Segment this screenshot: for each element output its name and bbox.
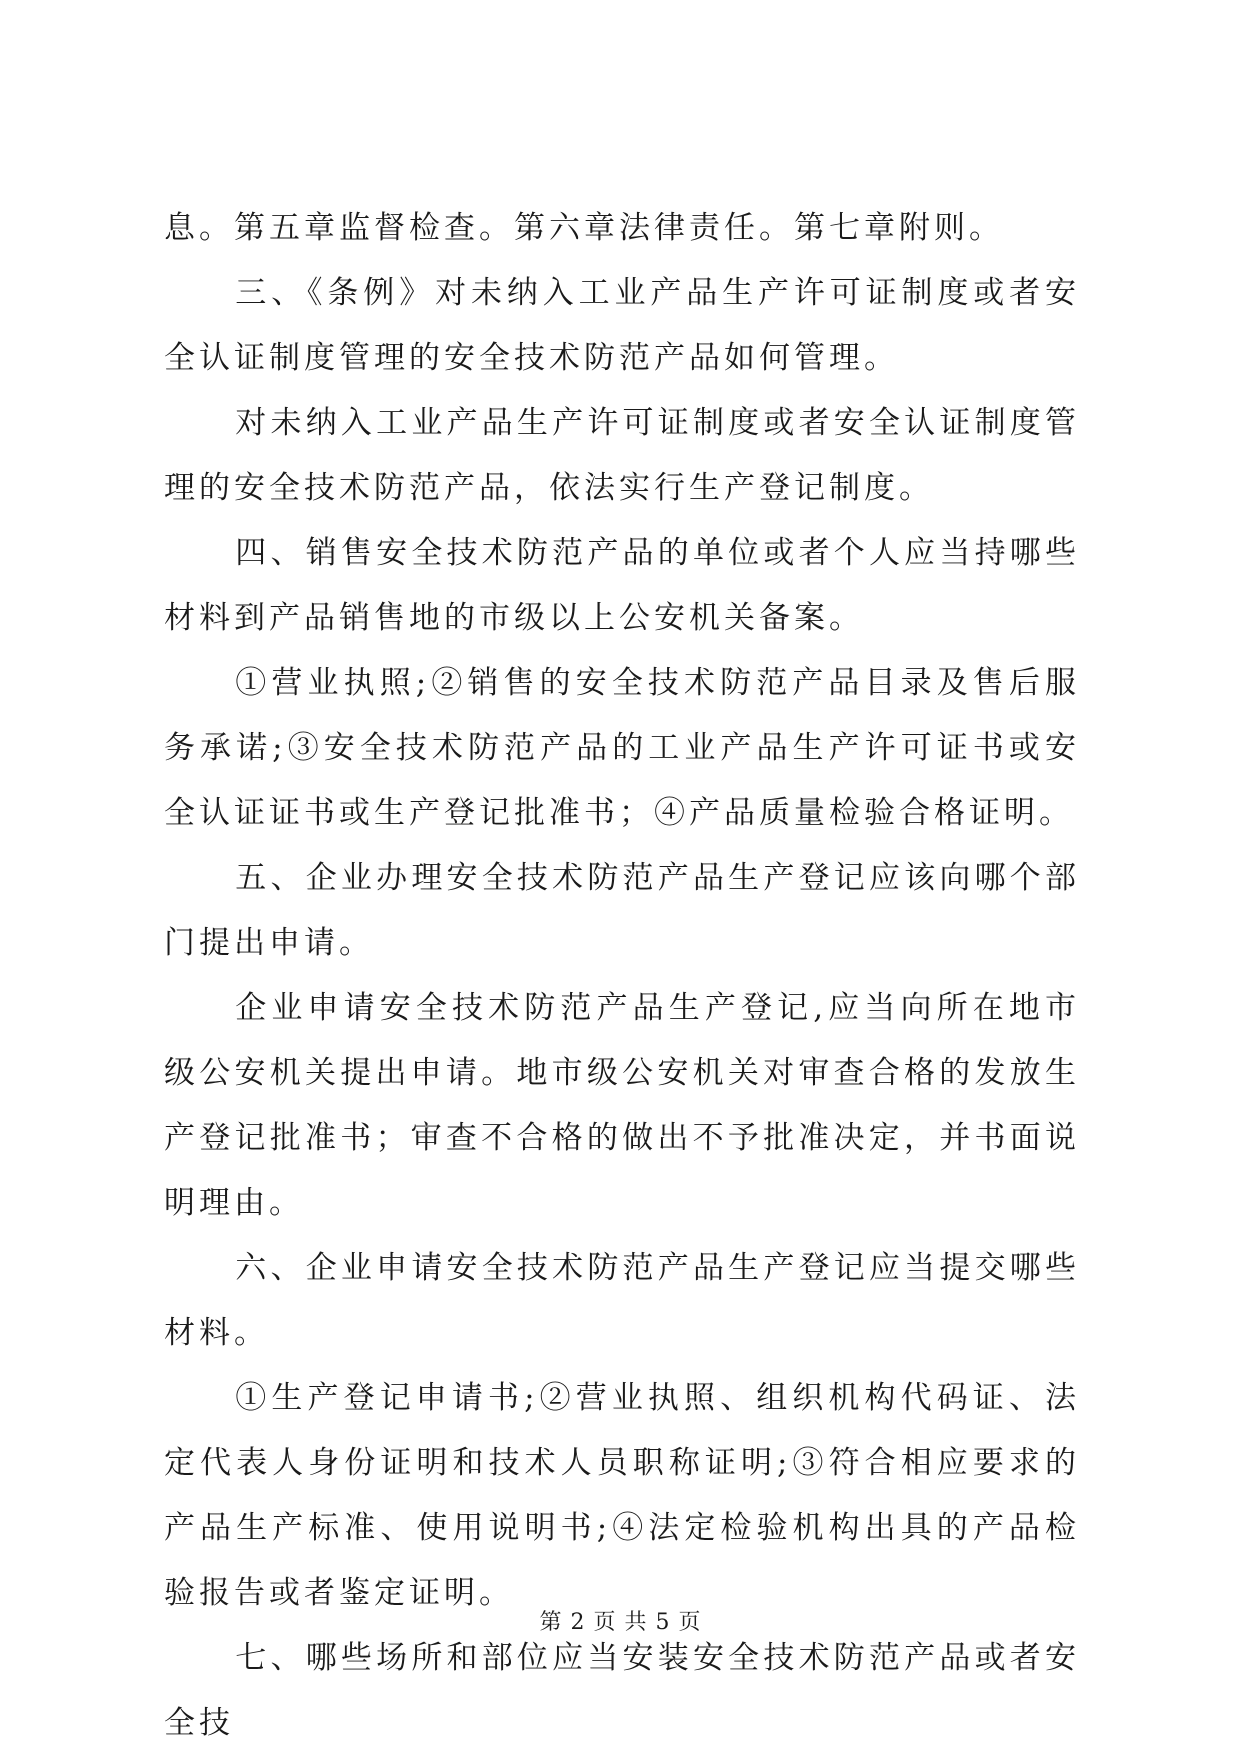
page-number-footer: 第 2 页 共 5 页 [539, 1610, 702, 1635]
paragraph-answer-3: 对未纳入工业产品生产许可证制度或者安全认证制度管理的安全技术防范产品，依法实行生产登记制度。 [164, 405, 1080, 506]
paragraph-continuation: 息。第五章监督检查。第六章法律责任。第七章附则。 [164, 210, 1004, 246]
paragraph-answer-4: ①营业执照;②销售的安全技术防范产品目录及售后服务承诺;③安全技术防范产品的工业产品生产许可证书或安全认证证书或生产登记批准书；④产品质量检验合格证明。 [164, 665, 1080, 831]
paragraph-answer-6: ①生产登记申请书;②营业执照、组织机构代码证、法定代表人身份证明和技术人员职称证明;③符合相应要求的产品生产标准、使用说明书;④法定检验机构出具的产品检验报告或者鉴定证明。 [164, 1380, 1080, 1611]
paragraph-heading-7: 七、哪些场所和部位应当安装安全技术防范产品或者安全技 [164, 1640, 1080, 1741]
paragraph-heading-4: 四、销售安全技术防范产品的单位或者个人应当持哪些材料到产品销售地的市级以上公安机关备案。 [164, 535, 1080, 636]
paragraph-answer-5: 企业申请安全技术防范产品生产登记,应当向所在地市级公安机关提出申请。地市级公安机关对审查合格的发放生产登记批准书；审查不合格的做出不予批准决定，并书面说明理由。 [164, 990, 1080, 1221]
paragraph-heading-6: 六、企业申请安全技术防范产品生产登记应当提交哪些材料。 [164, 1250, 1080, 1351]
paragraph-heading-3: 三、《条例》对未纳入工业产品生产许可证制度或者安全认证制度管理的安全技术防范产品如何管理。 [164, 275, 1080, 376]
paragraph-heading-5: 五、企业办理安全技术防范产品生产登记应该向哪个部门提出申请。 [164, 860, 1080, 961]
body-text [164, 196, 1080, 1756]
